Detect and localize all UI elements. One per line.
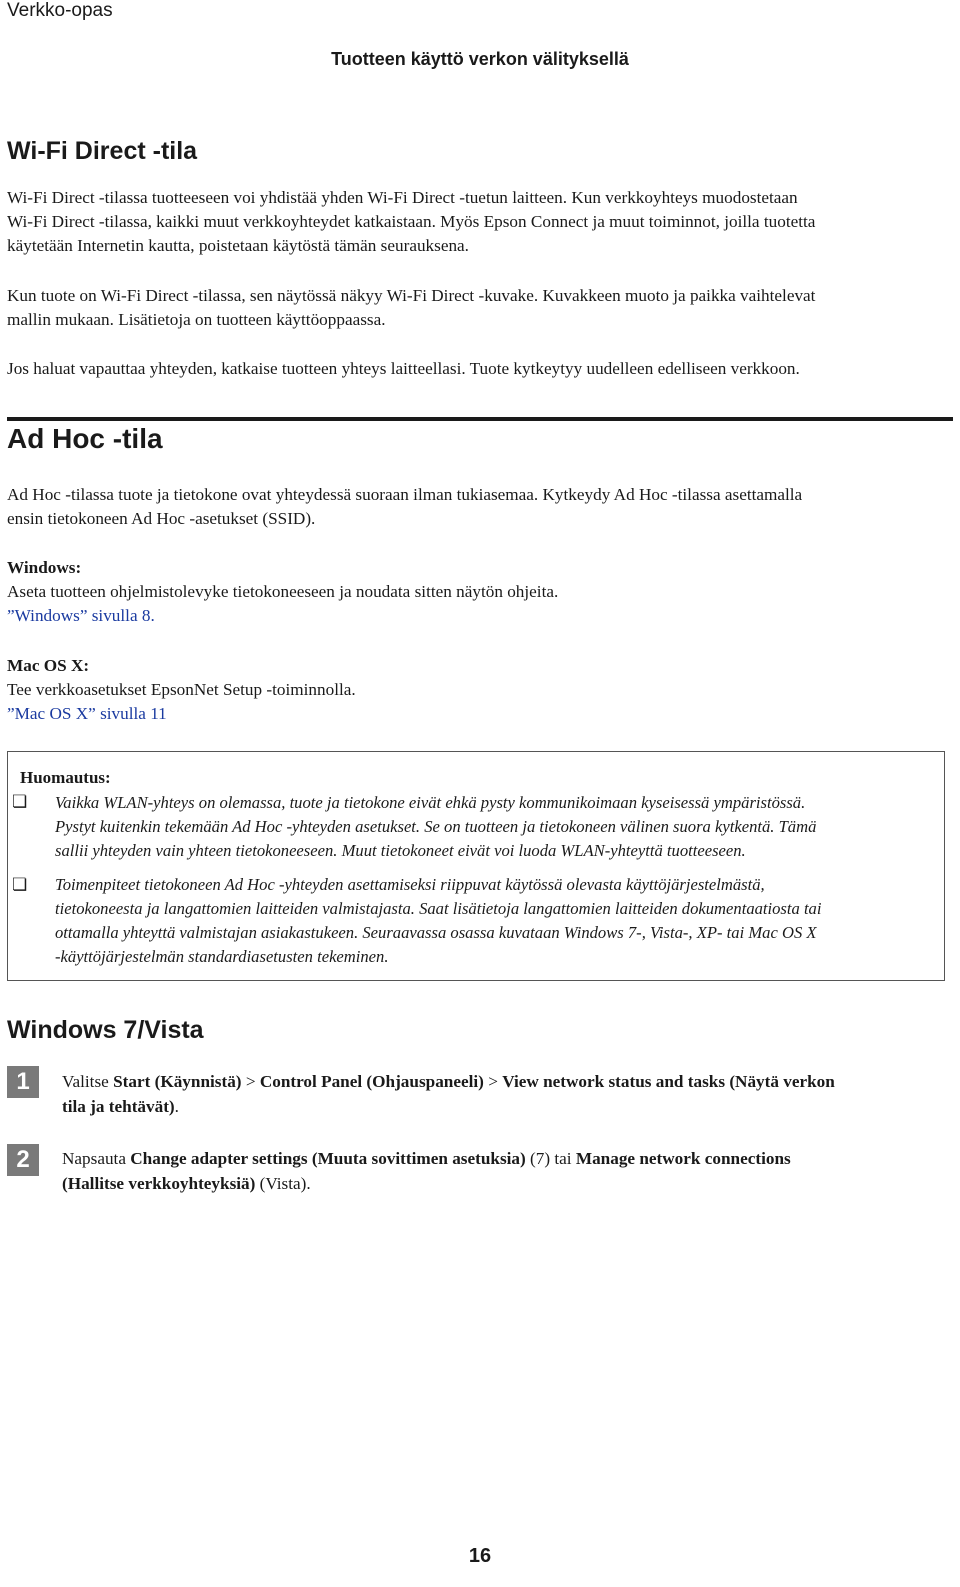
text-line: Wi-Fi Direct -tilassa, kaikki muut verkkoyhteydet katkaistaan. Myös Epson Connect ja muut toiminnot, joilla tuotetta	[7, 212, 816, 231]
step-2-end: (Vista).	[255, 1174, 311, 1193]
adhoc-heading: Ad Hoc -tila	[7, 423, 163, 454]
text-line: Vaikka WLAN-yhteys on olemassa, tuote ja tietokone eivät ehkä pysty kommunikoimaan kyseisessä ympäristössä.	[55, 793, 806, 812]
step-2-prefix: Napsauta	[62, 1149, 131, 1168]
note-box	[7, 751, 945, 981]
network-status-label: View network status and tasks (Näytä verkon	[502, 1072, 835, 1091]
mac-block	[7, 654, 953, 726]
step-2-number: 2	[7, 1144, 39, 1176]
text-line: tietokoneesta ja langattomien laitteiden valmistajasta. Saat lisätietoja langattomien laitteiden dokumentaatiosta tai	[55, 899, 822, 918]
text-line: ottamalla yhteyttä valmistajan asiakastukeen. Seuraavassa osassa kuvataan Windows 7-, Vista-, XP- tai Mac OS X	[55, 923, 817, 942]
wifi-direct-paragraph-1	[7, 186, 953, 258]
chapter-title: Tuotteen käyttö verkon välityksellä	[331, 49, 629, 69]
separator: >	[483, 1072, 503, 1091]
checkbox-bullet-icon: ❏	[12, 875, 28, 894]
step-2-mid: (7) tai	[525, 1149, 576, 1168]
wifi-direct-paragraph-2	[7, 284, 953, 332]
text-line: -käyttöjärjestelmän standardiasetusten tekeminen.	[55, 947, 389, 966]
step-1-text	[62, 1069, 952, 1119]
text-line	[62, 1171, 952, 1196]
note-bullet-1	[55, 791, 935, 863]
mac-label: Mac OS X:	[7, 656, 90, 675]
text-line: Wi-Fi Direct -tilassa tuotteeseen voi yhdistää yhden Wi-Fi Direct -tuetun laitteen. Kun verkkoyhteys muodostetaan	[7, 188, 798, 207]
text-line	[62, 1069, 952, 1094]
page-number: 16	[468, 1545, 492, 1567]
manage-connections-label: Manage network connections	[575, 1149, 791, 1168]
text-line	[62, 1094, 952, 1119]
network-status-label-cont: tila ja tehtävät)	[62, 1097, 175, 1116]
manage-connections-label-cont: (Hallitse verkkoyhteyksiä)	[62, 1174, 256, 1193]
note-bullet-2	[55, 873, 935, 969]
checkbox-bullet-icon: ❏	[12, 792, 28, 811]
text-line: sallii yhteyden vain yhteen tietokoneeseen. Muut tietokoneet eivät voi luoda WLAN-yhteyttä tuotteeseen.	[55, 841, 746, 860]
windows-block	[7, 556, 953, 628]
mac-text: Tee verkkoasetukset EpsonNet Setup -toiminnolla.	[7, 680, 356, 699]
windows-text: Aseta tuotteen ohjelmistolevyke tietokoneeseen ja noudata sitten näytön ohjeita.	[7, 582, 559, 601]
text-line: Pystyt kuitenkin tekemään Ad Hoc -yhteyden asetukset. Se on tuotteen ja tietokoneen välinen suora kytkentä. Tämä	[55, 817, 817, 836]
step-1-prefix: Valitse	[62, 1072, 114, 1091]
text-line: Kun tuote on Wi-Fi Direct -tilassa, sen näytössä näkyy Wi-Fi Direct -kuvake. Kuvakkeen muoto ja paikka vaihtelevat	[7, 286, 816, 305]
text-line: Ad Hoc -tilassa tuote ja tietokone ovat yhteydessä suoraan ilman tukiasemaa. Kytkeydy Ad Hoc -tilassa asettamalla	[7, 485, 803, 504]
control-panel-label: Control Panel (Ohjauspaneeli)	[259, 1072, 484, 1091]
mac-page-link[interactable]: ”Mac OS X” sivulla 11	[7, 704, 167, 723]
step-1-end: .	[174, 1097, 179, 1116]
separator: >	[241, 1072, 260, 1091]
windows-label: Windows:	[7, 558, 82, 577]
windows7-heading: Windows 7/Vista	[7, 1016, 204, 1044]
note-title: Huomautus:	[20, 768, 111, 787]
guide-title: Verkko-opas	[7, 0, 113, 21]
change-adapter-label: Change adapter settings (Muuta sovittimen asetuksia)	[130, 1149, 526, 1168]
wifi-direct-heading: Wi-Fi Direct -tila	[7, 137, 198, 165]
windows-page-link[interactable]: ”Windows” sivulla 8.	[7, 606, 155, 625]
step-1-number: 1	[7, 1066, 39, 1098]
step-2-text	[62, 1146, 952, 1196]
text-line: ensin tietokoneen Ad Hoc -asetukset (SSID).	[7, 509, 316, 528]
section-divider	[7, 417, 953, 421]
text-line: käytetään Internetin kautta, poistetaan käytöstä tämän seurauksena.	[7, 236, 469, 255]
start-menu-label: Start (Käynnistä)	[113, 1072, 242, 1091]
text-line: Toimenpiteet tietokoneen Ad Hoc -yhteyden asettamiseksi riippuvat käytössä olevasta käyttöjärjestelmästä,	[55, 875, 765, 894]
text-line: mallin mukaan. Lisätietoja on tuotteen käyttöoppaassa.	[7, 310, 386, 329]
text-line	[62, 1146, 952, 1171]
wifi-direct-paragraph-3: Jos haluat vapauttaa yhteyden, katkaise tuotteen yhteys laitteellasi. Tuote kytkeytyy uudelleen edelliseen verkkoon.	[7, 359, 800, 378]
adhoc-paragraph-1	[7, 483, 953, 531]
